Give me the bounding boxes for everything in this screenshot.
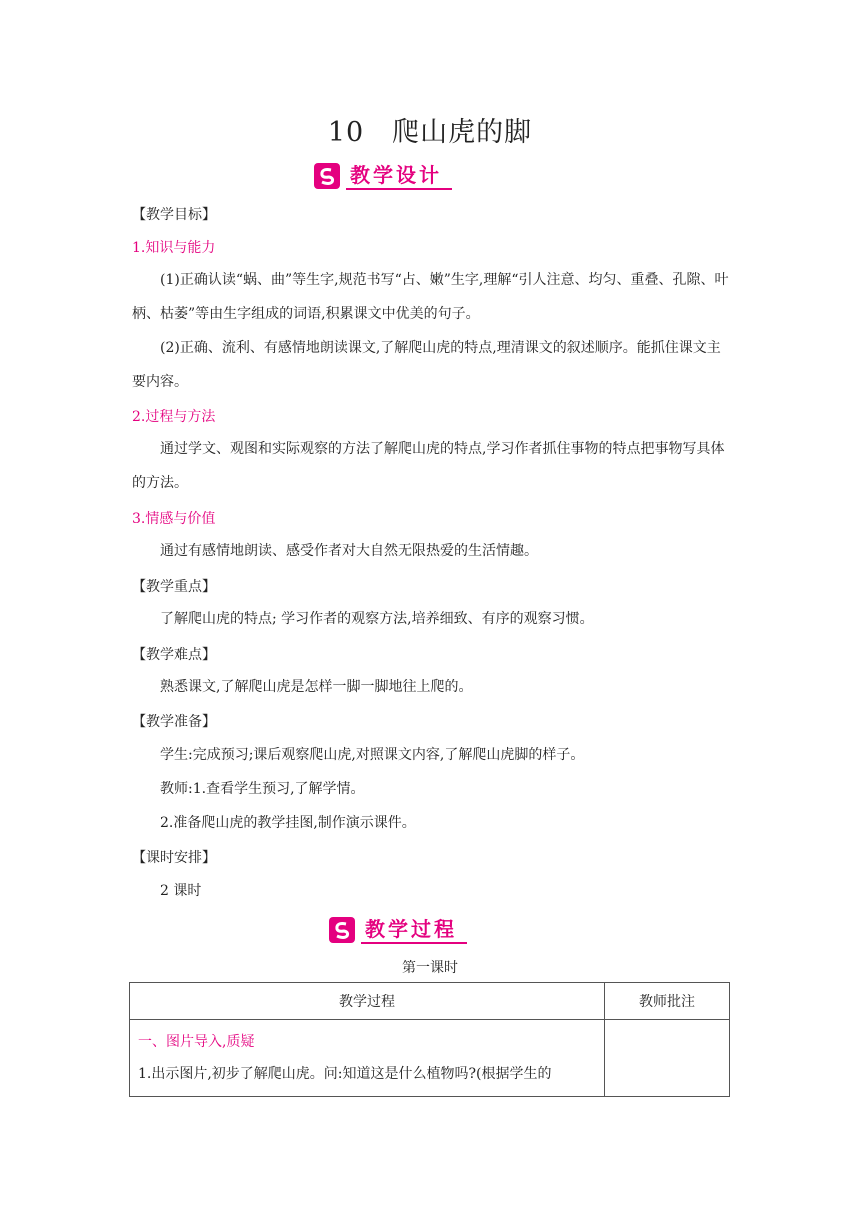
schedule-text: 2 课时: [160, 883, 202, 899]
key-points-text: 了解爬山虎的特点; 学习作者的观察方法,培养细致、有序的观察习惯。: [160, 611, 594, 627]
preparation-heading: 【教学准备】: [132, 714, 216, 730]
table-header-row: [130, 983, 730, 1020]
emotion-title: 3.情感与价值: [132, 511, 216, 527]
schedule-heading: 【课时安排】: [132, 850, 216, 866]
process-cell: [130, 1020, 605, 1097]
lesson-table: [129, 982, 730, 1097]
process-paragraph: 通过学文、观图和实际观察的方法了解爬山虎的特点,学习作者抓住事物的特点把事物写具体的方法。: [132, 441, 725, 491]
notes-cell[interactable]: [605, 1020, 730, 1097]
step-text: 1.出示图片,初步了解爬山虎。问:知道这是什么植物吗?(根据学生的: [138, 1066, 552, 1082]
knowledge-title: 1.知识与能力: [132, 240, 216, 256]
lesson-number: 10: [327, 117, 365, 148]
process-title: 2.过程与方法: [132, 409, 216, 425]
design-banner: [314, 162, 452, 190]
process-banner-label: 教学过程: [361, 916, 467, 944]
section-title: 一、图片导入,质疑: [138, 1034, 255, 1050]
table-row: [130, 1020, 730, 1097]
preparation-teacher-1: 教师:1.查看学生预习,了解学情。: [160, 781, 365, 797]
emotion-paragraph: 通过有感情地朗读、感受作者对大自然无限热爱的生活情趣。: [160, 543, 538, 559]
column-header-notes: 教师批注: [605, 983, 730, 1020]
swirl-logo-icon: [329, 917, 355, 943]
difficulties-text: 熟悉课文,了解爬山虎是怎样一脚一脚地往上爬的。: [160, 679, 473, 695]
preparation-student: 学生:完成预习;课后观察爬山虎,对照课文内容,了解爬山虎脚的样子。: [160, 747, 585, 763]
key-points-heading: 【教学重点】: [132, 579, 216, 595]
lesson-title: 爬山虎的脚: [392, 117, 533, 148]
difficulties-heading: 【教学难点】: [132, 647, 216, 663]
page-title: [0, 110, 860, 149]
objectives-heading: 【教学目标】: [132, 207, 216, 223]
process-banner: [329, 916, 467, 944]
knowledge-paragraph-1: (1)正确认读“蜗、曲”等生字,规范书写“占、嫩”生字,理解“引人注意、均匀、重叠、孔隙、叶柄、枯萎”等由生字组成的词语,积累课文中优美的句子。: [132, 272, 729, 322]
knowledge-paragraph-2: (2)正确、流利、有感情地朗读课文,了解爬山虎的特点,理清课文的叙述顺序。能抓住课文主要内容。: [132, 340, 721, 390]
column-header-process: 教学过程: [130, 983, 605, 1020]
swirl-logo-icon: [314, 163, 340, 189]
design-banner-label: 教学设计: [346, 162, 452, 190]
preparation-teacher-2: 2.准备爬山虎的教学挂图,制作演示课件。: [160, 815, 416, 831]
lesson-subtitle: 第一课时: [402, 960, 458, 976]
